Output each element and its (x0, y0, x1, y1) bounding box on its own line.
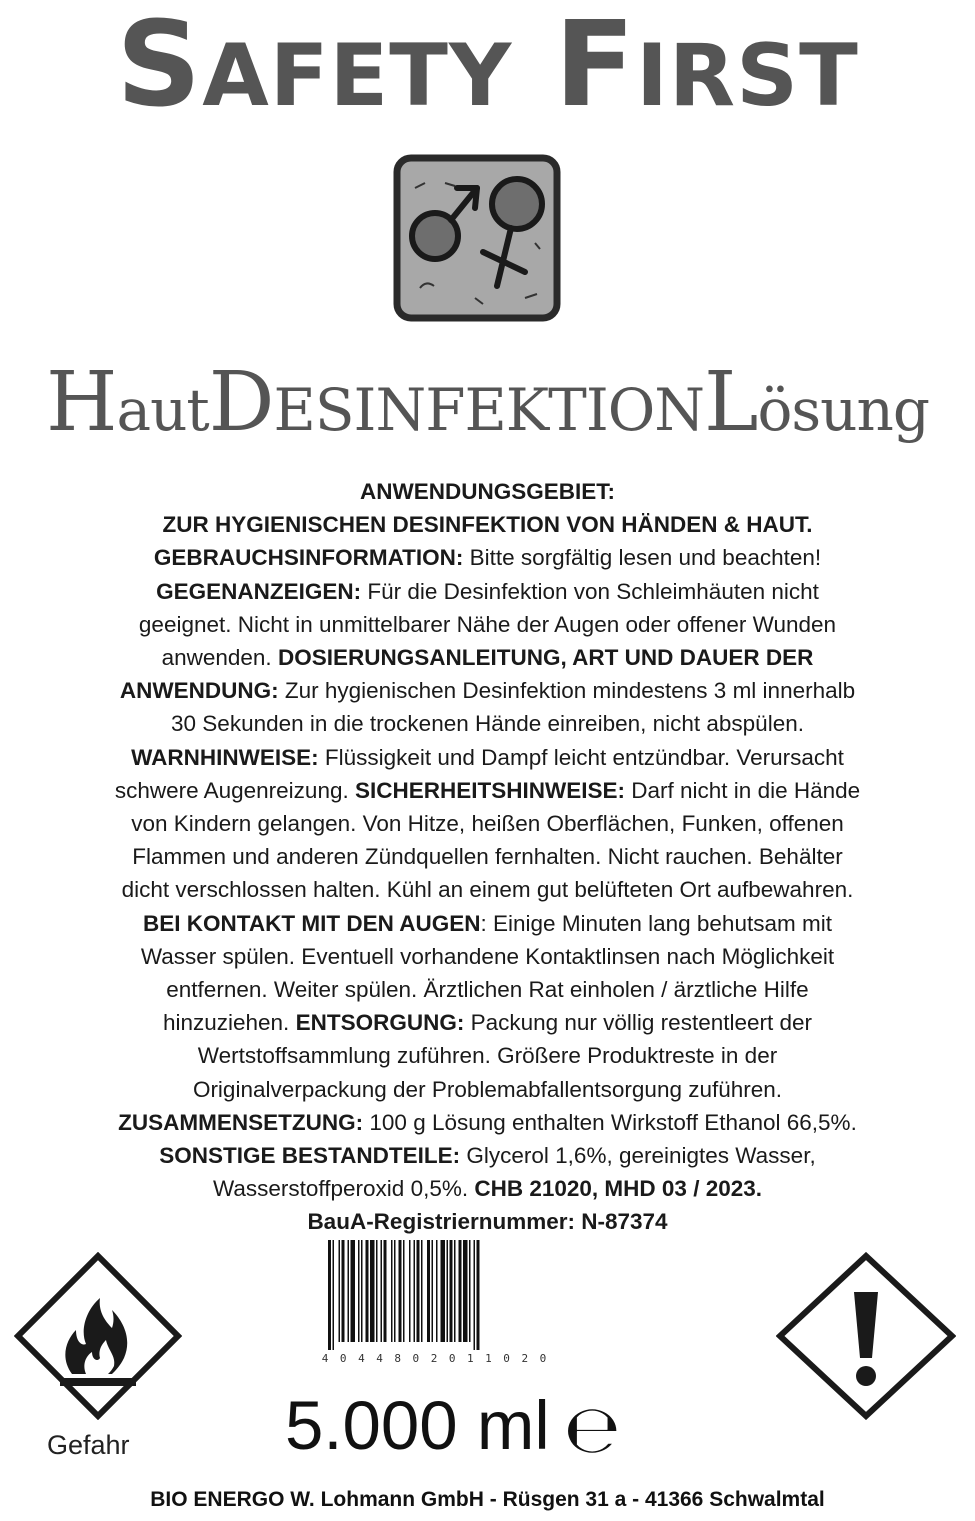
exclamation-pictogram-icon (776, 1252, 956, 1420)
application-purpose: ZUR HYGIENISCHEN DESINFEKTION VON HÄNDEN & HAUT. (162, 512, 813, 538)
text-line (4, 807, 971, 840)
barcode-digit: 2 (430, 1352, 438, 1365)
barcode-bar (381, 1240, 383, 1342)
manufacturer-address: BIO ENERGO W. Lohmann GmbH - Rüsgen 31 a - 41366 Schwalmtal (150, 1488, 825, 1511)
text-line (4, 608, 971, 641)
barcode-bar (366, 1240, 369, 1342)
barcode-bar (370, 1240, 375, 1342)
product-title-part: L (704, 355, 758, 450)
text-line (4, 575, 971, 608)
dosage-text: 30 Sekunden in die trockenen Hände einreiben, nicht abspülen. (171, 711, 804, 737)
text-line (4, 873, 971, 906)
heading-contraindications: GEGENANZEIGEN: (156, 578, 362, 604)
heading-disposal: ENTSORGUNG: (295, 1010, 465, 1036)
barcode-bar (348, 1240, 350, 1342)
volume-amount: 5.000 ml (285, 1387, 550, 1464)
product-title-part: aut (116, 376, 209, 444)
barcode-bar (454, 1240, 456, 1342)
barcode-bar (361, 1240, 363, 1342)
text-line (4, 1172, 971, 1205)
eye-contact-text: : Einige Minuten lang behutsam mit (480, 910, 832, 936)
disposal-text: Wertstoffsammlung zuführen. Größere Produktreste in der (197, 1043, 778, 1069)
heading-warnings: WARNHINWEISE: (131, 744, 319, 770)
barcode-bar (441, 1240, 446, 1342)
barcode-digit: 2 (521, 1352, 529, 1365)
barcode-bar (469, 1240, 471, 1342)
text-line (4, 907, 971, 940)
barcode-bar (351, 1240, 356, 1342)
barcode (314, 1240, 564, 1368)
brand-title-word: AFETY (202, 26, 513, 126)
barcode-bar (403, 1240, 405, 1342)
label-body-text (4, 475, 971, 1239)
signal-word: Gefahr (47, 1430, 130, 1460)
brand-title-letter: S (116, 0, 203, 133)
dosage-text: Zur hygienischen Desinfektion mindestens 3 ml innerhalb (278, 678, 856, 704)
barcode-bar (463, 1240, 468, 1342)
text-line (4, 674, 971, 707)
barcode-bar (328, 1240, 331, 1350)
barcode-bar (342, 1240, 345, 1342)
text-line (4, 1139, 971, 1172)
brand-title (0, 0, 975, 136)
composition-text: 100 g Lösung enthalten Wirkstoff Ethanol 66,5%. (363, 1109, 857, 1135)
eye-contact-text: entfernen. Weiter spülen. Ärztlichen Rat einholen / ärztliche Hilfe (166, 977, 809, 1003)
barcode-bar (450, 1240, 453, 1342)
eye-contact-text: Wasser spülen. Eventuell vorhandene Kontaktlinsen nach Möglichkeit (140, 943, 835, 969)
heading-safety: SICHERHEITSHINWEISE: (354, 777, 626, 803)
eye-contact-text: hinzuziehen. (162, 1010, 296, 1036)
heading-eye-contact: BEI KONTAKT MIT DEN AUGEN (143, 910, 481, 936)
barcode-digit: 8 (394, 1352, 402, 1365)
product-title-part: D (208, 355, 274, 450)
text-line (4, 641, 971, 674)
other-ingredients-text: Wasserstoffperoxid 0,5%. (212, 1176, 475, 1202)
barcode-digit: 0 (539, 1352, 547, 1365)
heading-usage-info: GEBRAUCHSINFORMATION: (153, 545, 464, 571)
barcode-bar (459, 1240, 462, 1342)
text-line (4, 707, 971, 740)
barcode-digit: 4 (376, 1352, 383, 1365)
text-line (4, 1205, 971, 1238)
barcode-digit: 1 (466, 1352, 474, 1365)
barcode-bar (384, 1240, 387, 1342)
text-line (4, 840, 971, 873)
barcode-bar (436, 1240, 438, 1342)
safety-text: Flammen und anderen Zündquellen fernhalten. Nicht rauchen. Behälter (132, 844, 843, 870)
text-line (4, 1073, 971, 1106)
usage-info-text: Bitte sorgfältig lesen und beachten! (463, 545, 822, 571)
text-line (4, 1039, 971, 1072)
brand-title-word: IRST (635, 26, 859, 126)
barcode-bar (333, 1240, 335, 1350)
barcode-bar (474, 1240, 476, 1350)
barcode-digit: 4 (358, 1352, 365, 1365)
barcode-digit: 4 (321, 1352, 329, 1365)
heading-composition: ZUSAMMENSETZUNG: (118, 1109, 364, 1135)
barcode-bar (477, 1240, 480, 1350)
barcode-bar (447, 1240, 449, 1342)
barcode-bar (358, 1240, 360, 1342)
disposal-text: Originalverpackung der Problemabfallentsorgung zuführen. (192, 1076, 783, 1102)
text-line (4, 1106, 971, 1139)
flame-pictogram-icon (14, 1252, 182, 1420)
male-female-symbols-icon (385, 148, 570, 333)
heading-dosage: ANWENDUNG: (119, 678, 279, 704)
barcode-digit: 0 (448, 1352, 456, 1365)
safety-text: von Kindern gelangen. Von Hitze, heißen Oberflächen, Funken, offenen (131, 811, 844, 837)
estimated-sign-mark: ℮ (564, 1391, 621, 1468)
text-line (4, 508, 971, 541)
barcode-digit: 0 (412, 1352, 420, 1365)
barcode-graphic (314, 1240, 564, 1368)
registration-number: BauA-Registriernummer: N-87374 (307, 1209, 668, 1235)
text-line (4, 741, 971, 774)
heading-dosage: DOSIERUNGSANLEITUNG, ART UND DAUER DER (277, 645, 814, 671)
warnings-text: schwere Augenreizung. (114, 777, 355, 803)
barcode-bar (394, 1240, 396, 1342)
safety-text: Darf nicht in die Hände (625, 777, 861, 803)
barcode-bar (339, 1240, 341, 1342)
product-title (0, 355, 975, 458)
text-line (4, 940, 971, 973)
barcode-digit: 0 (503, 1352, 510, 1365)
barcode-digit: 1 (485, 1352, 492, 1365)
product-title-part: ESINFEKTION (273, 376, 705, 444)
text-line (4, 541, 971, 574)
barcode-bar (376, 1240, 378, 1342)
barcode-bar (417, 1240, 420, 1342)
barcode-bar (421, 1240, 423, 1342)
text-line (4, 973, 971, 1006)
barcode-bar (399, 1240, 402, 1342)
barcode-bar (409, 1240, 411, 1342)
other-ingredients-text: Glycerol 1,6%, gereinigtes Wasser, (460, 1143, 816, 1169)
text-line (4, 1006, 971, 1039)
barcode-bar (427, 1240, 430, 1342)
batch-expiry: CHB 21020, MHD 03 / 2023. (474, 1176, 763, 1202)
barcode-bar (414, 1240, 416, 1342)
contraindications-text: anwenden. (161, 645, 278, 671)
barcode-bar (432, 1240, 434, 1342)
heading-application-area: ANWENDUNGSGEBIET: (359, 479, 615, 504)
disposal-text: Packung nur völlig restentleert der (464, 1010, 813, 1036)
text-line (4, 774, 971, 807)
brand-title-letter: F (554, 0, 636, 133)
product-title-part: ösung (757, 376, 930, 444)
contraindications-text: Für die Desinfektion von Schleimhäuten nicht (361, 578, 819, 604)
contraindications-text: geeignet. Nicht in unmittelbarer Nähe der Augen oder offener Wunden (138, 611, 837, 637)
safety-text: dicht verschlossen halten. Kühl an einem gut belüfteten Ort aufbewahren. (121, 877, 854, 903)
text-line (4, 475, 971, 508)
barcode-bar (391, 1240, 393, 1342)
warnings-text: Flüssigkeit und Dampf leicht entzündbar. Verursacht (318, 744, 844, 770)
heading-other-ingredients: SONSTIGE BESTANDTEILE: (159, 1143, 461, 1169)
barcode-digit: 0 (339, 1352, 347, 1365)
product-title-part: H (45, 355, 117, 450)
